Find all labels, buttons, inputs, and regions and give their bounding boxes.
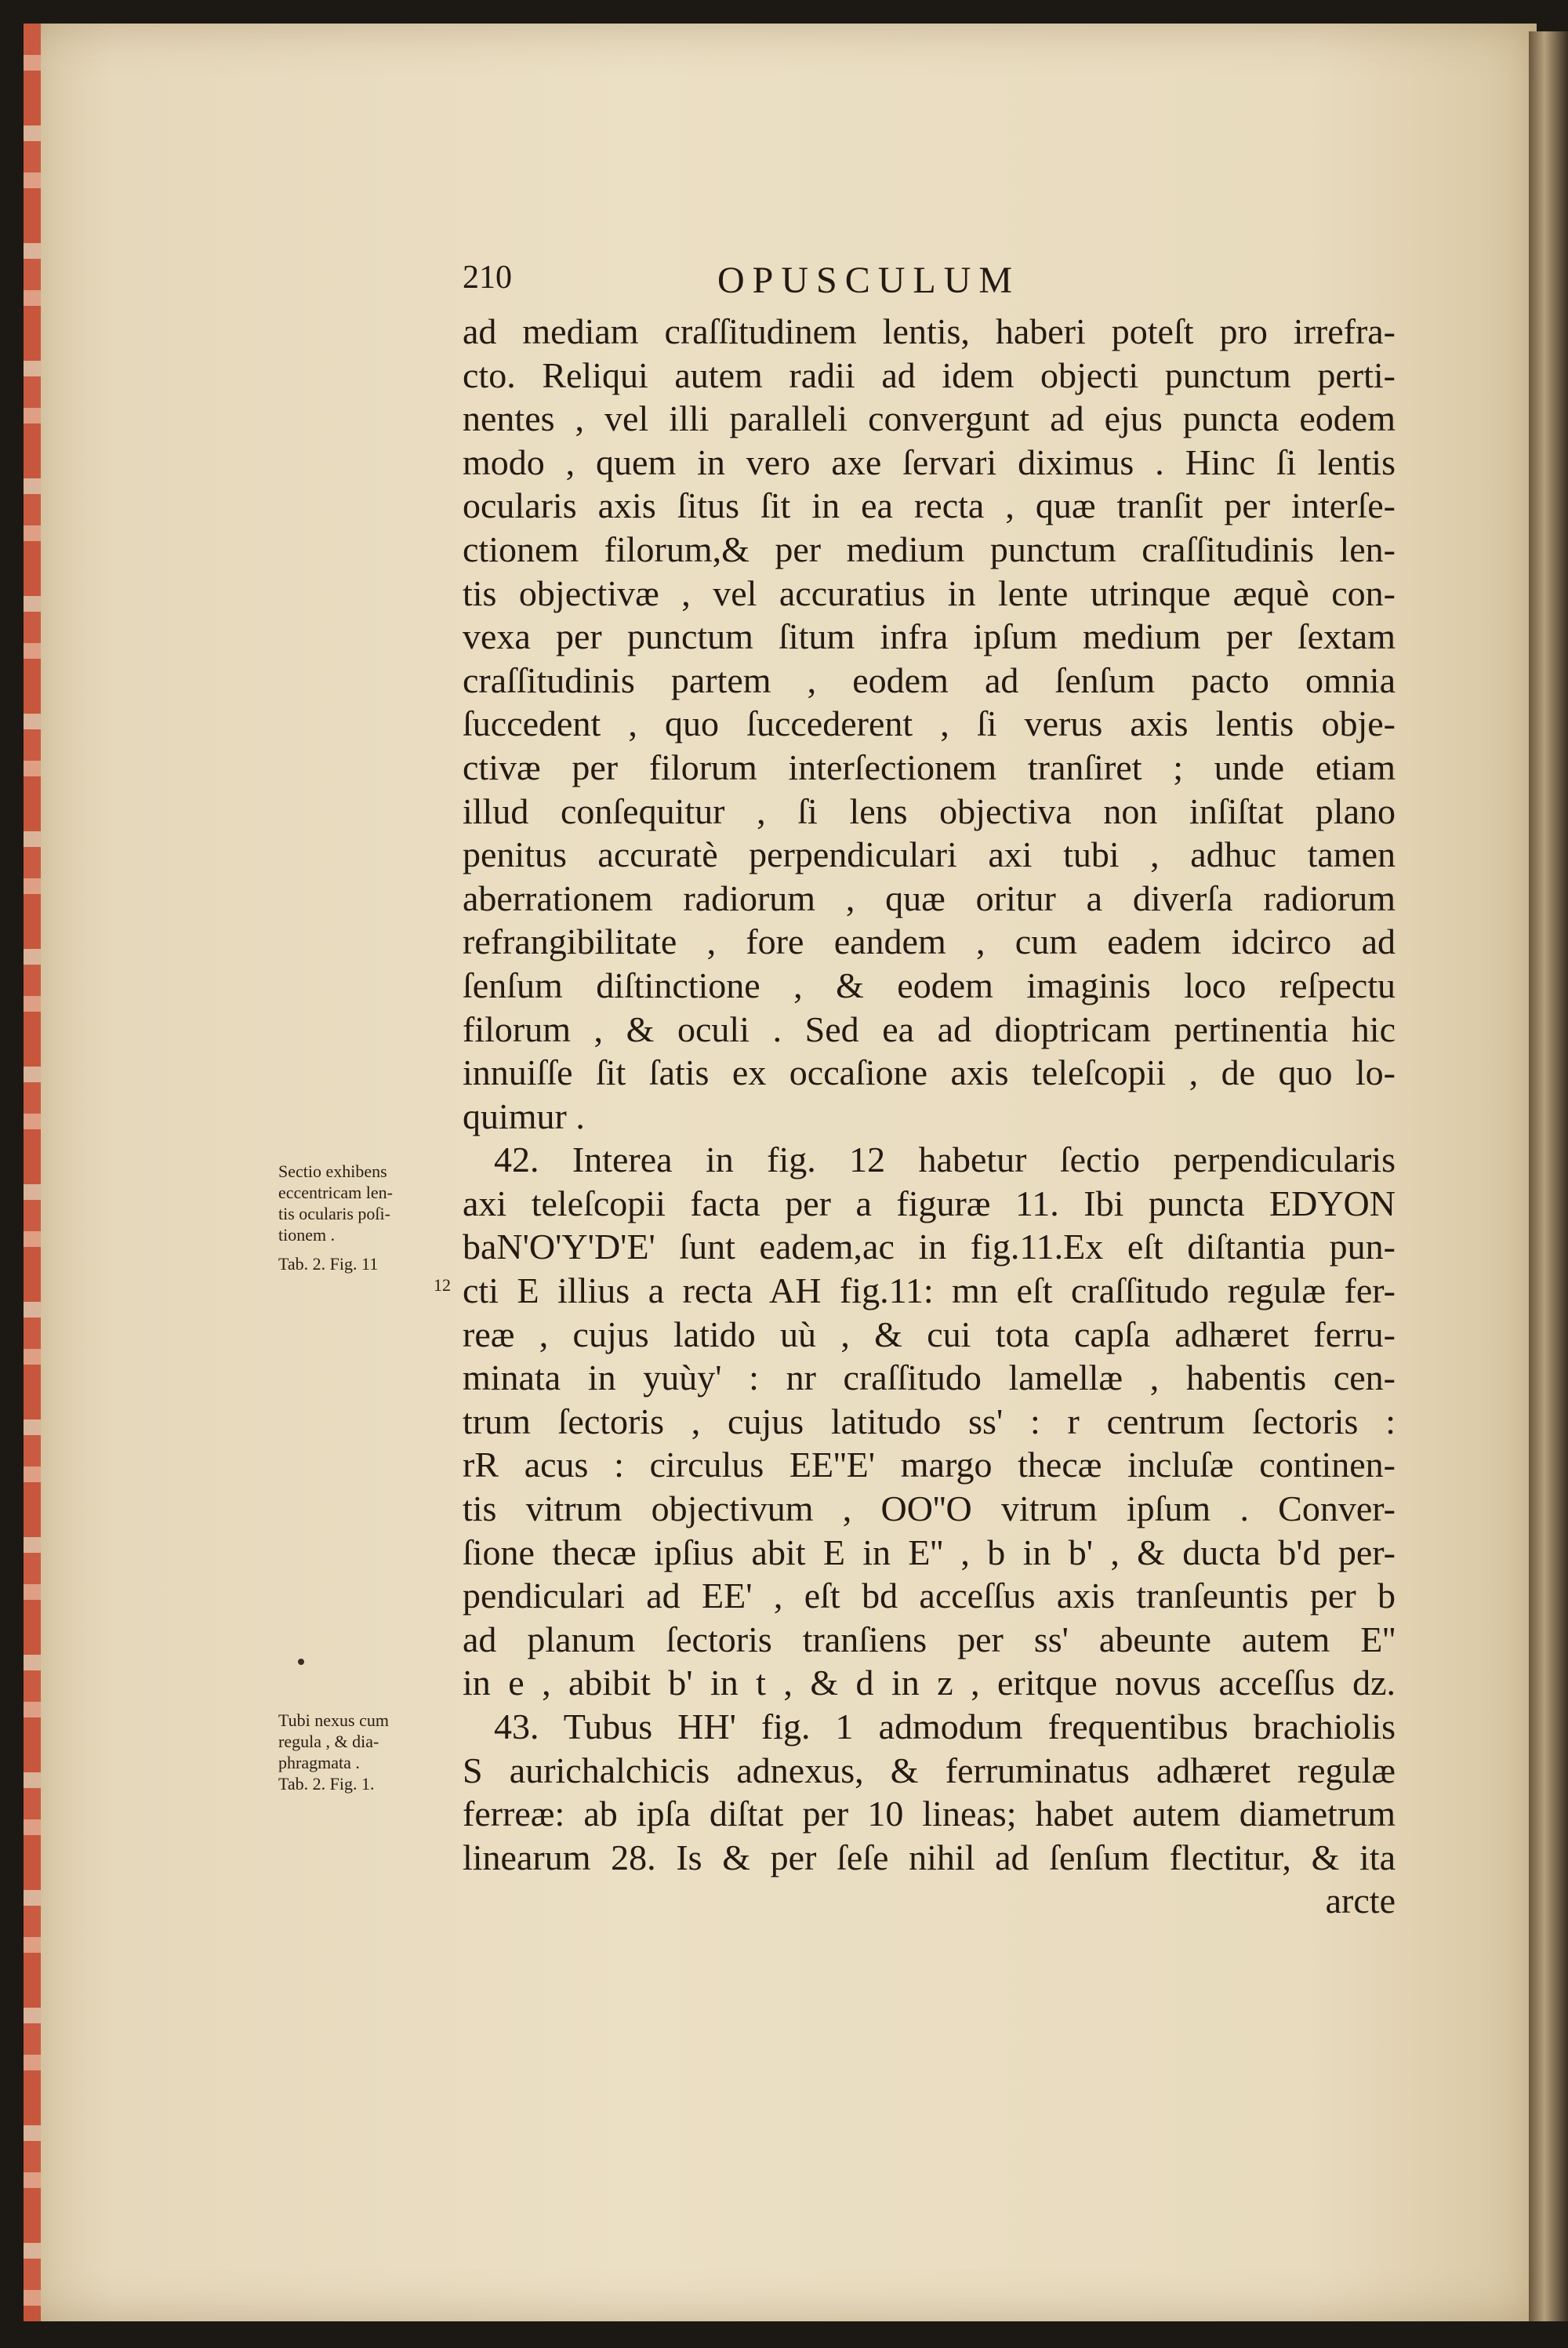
- text-line: illud conſequitur , ſi lens objectiva non inſiſtat plano: [463, 791, 1396, 831]
- margin-note-line: phragmata .: [278, 1753, 360, 1772]
- text-line: axi teleſcopii facta per a figuræ 11. Ibi puncta EDYON: [463, 1183, 1396, 1223]
- margin-note-line: Sectio exhibens: [278, 1161, 387, 1181]
- text-line: ſuccedent , quo ſuccederent , ſi verus axis lentis obje-: [463, 703, 1396, 744]
- text-line: tis objectivæ , vel accuratius in lente utrinque æquè con-: [463, 572, 1396, 613]
- text-line: ſenſum diſtinctione , & eodem imaginis loco reſpectu: [463, 965, 1396, 1005]
- text-line: filorum , & oculi . Sed ea ad dioptricam pertinentia hic: [463, 1009, 1396, 1049]
- margin-note-line: Tab. 2. Fig. 1.: [278, 1774, 375, 1794]
- text-line: penitus accuratè perpendiculari axi tubi , adhuc tamen: [463, 834, 1396, 875]
- book-spine-edge: [1529, 31, 1568, 2321]
- margin-note-line: tionem .: [278, 1225, 336, 1245]
- paragraph-42-start: 42. Interea in fig. 12 habetur ſectio perpendicularis: [494, 1139, 1396, 1180]
- page-number: 210: [463, 260, 512, 296]
- text-line: linearum 28. Is & per ſeſe nihil ad ſenſum flectitur, & ita: [463, 1837, 1396, 1877]
- text-line: modo , quem in vero axe ſervari diximus . Hinc ſi lentis: [463, 442, 1396, 482]
- text-line: ctivæ per filorum interſectionem tranſiret ; unde etiam: [463, 747, 1396, 787]
- text-line: cto. Reliqui autem radii ad idem objecti punctum perti-: [463, 354, 1396, 395]
- running-title: OPUSCULUM: [717, 260, 1021, 301]
- margin-note-line: Tab. 2. Fig. 11: [278, 1254, 379, 1274]
- text-line: craſſitudinis partem , eodem ad ſenſum pacto omnia: [463, 660, 1396, 700]
- ink-speck: [298, 1659, 304, 1665]
- text-line: cti E illius a recta AH fig.11: mn eſt craſſitudo regulæ fer-: [463, 1270, 1396, 1311]
- text-line: ſione thecæ ipſius abit E in E'' , b in b' , & ducta b'd per-: [463, 1532, 1396, 1572]
- text-line: ad mediam craſſitudinem lentis, haberi poteſt pro irrefra-: [463, 311, 1396, 351]
- text-line: baN'O'Y'D'E' ſunt eadem,ac in fig.11.Ex eſt diſtantia pun-: [463, 1227, 1396, 1267]
- catchword: arcte: [1325, 1881, 1396, 1921]
- red-page-edge: [24, 24, 41, 2321]
- text-line: ocularis axis ſitus ſit in ea recta , quæ tranſit per interſe-: [463, 485, 1396, 526]
- margin-note-sectio: [278, 1161, 459, 1296]
- paragraph-43-start: 43. Tubus HH' fig. 1 admodum frequentibus brachiolis: [494, 1706, 1396, 1746]
- margin-note-line: eccentricam len-: [278, 1183, 393, 1202]
- margin-note-line: Tubi nexus cum: [278, 1710, 389, 1730]
- running-head: [463, 259, 1396, 306]
- text-line: rR acus : circulus EE''E' margo thecæ incluſæ continen-: [463, 1445, 1396, 1485]
- text-line: trum ſectoris , cujus latitudo ss' : r centrum ſectoris :: [463, 1401, 1396, 1441]
- body-text: [463, 310, 1396, 1923]
- text-line: ferreæ: ab ipſa diſtat per 10 lineas; habet autem diametrum: [463, 1794, 1396, 1834]
- text-line: ad planum ſectoris tranſiens per ss' abeunte autem E'': [463, 1619, 1396, 1659]
- text-line: aberrationem radiorum , quæ oritur a diverſa radiorum: [463, 878, 1396, 918]
- text-line: quimur .: [463, 1096, 585, 1136]
- margin-note-line: regula , & dia-: [278, 1732, 379, 1751]
- margin-note-tubi: [278, 1710, 459, 1794]
- margin-note-line: 12: [434, 1275, 451, 1295]
- text-line: tis vitrum objectivum , OO''O vitrum ipſum . Conver-: [463, 1488, 1396, 1529]
- text-line: nentes , vel illi paralleli convergunt ad ejus puncta eodem: [463, 398, 1396, 439]
- text-line: in e , abibit b' in t , & d in z , eritque novus acceſſus dz.: [463, 1663, 1396, 1703]
- text-line: vexa per punctum ſitum infra ipſum medium per ſextam: [463, 616, 1396, 657]
- text-line: innuiſſe ſit ſatis ex occaſione axis teleſcopii , de quo lo-: [463, 1052, 1396, 1093]
- text-line: ctionem filorum,& per medium punctum craſſitudinis len-: [463, 529, 1396, 569]
- text-line: reæ , cujus latido uù , & cui tota capſa adhæret ferru-: [463, 1314, 1396, 1354]
- margin-note-line: tis ocularis poſi-: [278, 1204, 390, 1223]
- text-line: minata in yuùy' : nr craſſitudo lamellæ , habentis cen-: [463, 1358, 1396, 1398]
- text-line: refrangibilitate , fore eandem , cum eadem idcirco ad: [463, 921, 1396, 962]
- text-line: S aurichalchicis adnexus, & ferruminatus adhæret regulæ: [463, 1750, 1396, 1790]
- text-line: pendiculari ad EE' , eſt bd acceſſus axis tranſeuntis per b: [463, 1576, 1396, 1616]
